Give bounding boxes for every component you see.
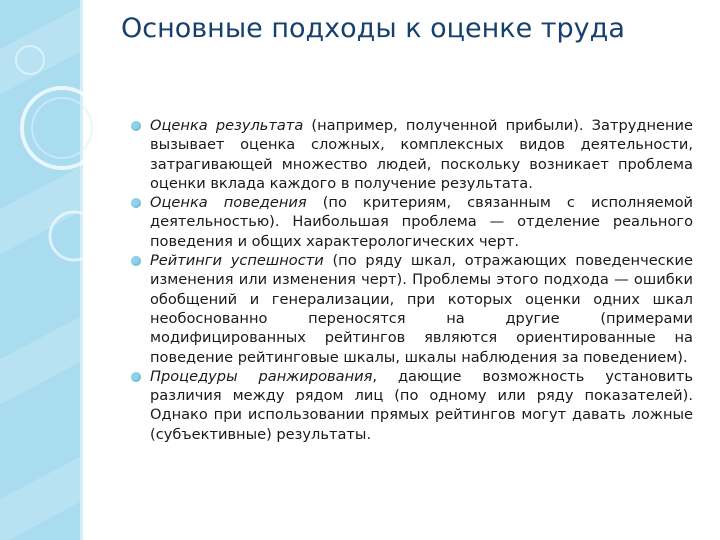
slide-title: Основные подходы к оценке труда [121, 13, 625, 44]
bullet-term: Рейтинги успешности [150, 252, 324, 270]
bullet-icon [131, 198, 141, 208]
bullet-term: Оценка результата [150, 117, 304, 134]
bullet-text: (по критериям, связанным с исполняемой деятельностью). Наибольшая проблема — отделение реального поведения и общих характерологических черт. [150, 194, 694, 250]
bullet-item [125, 193, 693, 251]
bullet-icon [131, 372, 141, 382]
bullet-list [125, 116, 693, 444]
deco-ring-small [50, 212, 98, 260]
bullet-term: Процедуры ранжирования [150, 367, 373, 385]
deco-ring-tiny [16, 46, 44, 74]
bullet-item [125, 251, 693, 367]
bullet-text: (например, полученной прибыли). Затруднение вызывает оценка сложных, комплексных видов деятельности, затрагивающей множество людей, поскольку возникает проблема оценки вклада каждого в получение результата. [150, 117, 694, 192]
deco-ring-inner [32, 98, 92, 158]
bullet-text: , дающие возможность установить различия между рядом лиц (по одному или ряду показателей). Однако при использовании прямых рейтингов могут давать ложные (субъективные) результаты. [150, 367, 693, 443]
bullet-icon [131, 256, 141, 266]
bullet-term: Оценка поведения [150, 194, 307, 212]
bullet-icon [131, 121, 141, 131]
bullet-item [125, 116, 693, 193]
deco-ring-large [22, 88, 102, 168]
bullet-item [125, 367, 693, 444]
bullet-text: (по ряду шкал, отражающих поведенческие изменения или изменения черт). Проблемы этого подхода — ошибки обобщений и генерализации, при которых оценки одних шкал необоснованно переносятся на другие (примерами модифицированных рейтингов являются ориентированные на поведение рейтинговые шкалы, шкалы наблюдения за поведением). [150, 252, 693, 366]
